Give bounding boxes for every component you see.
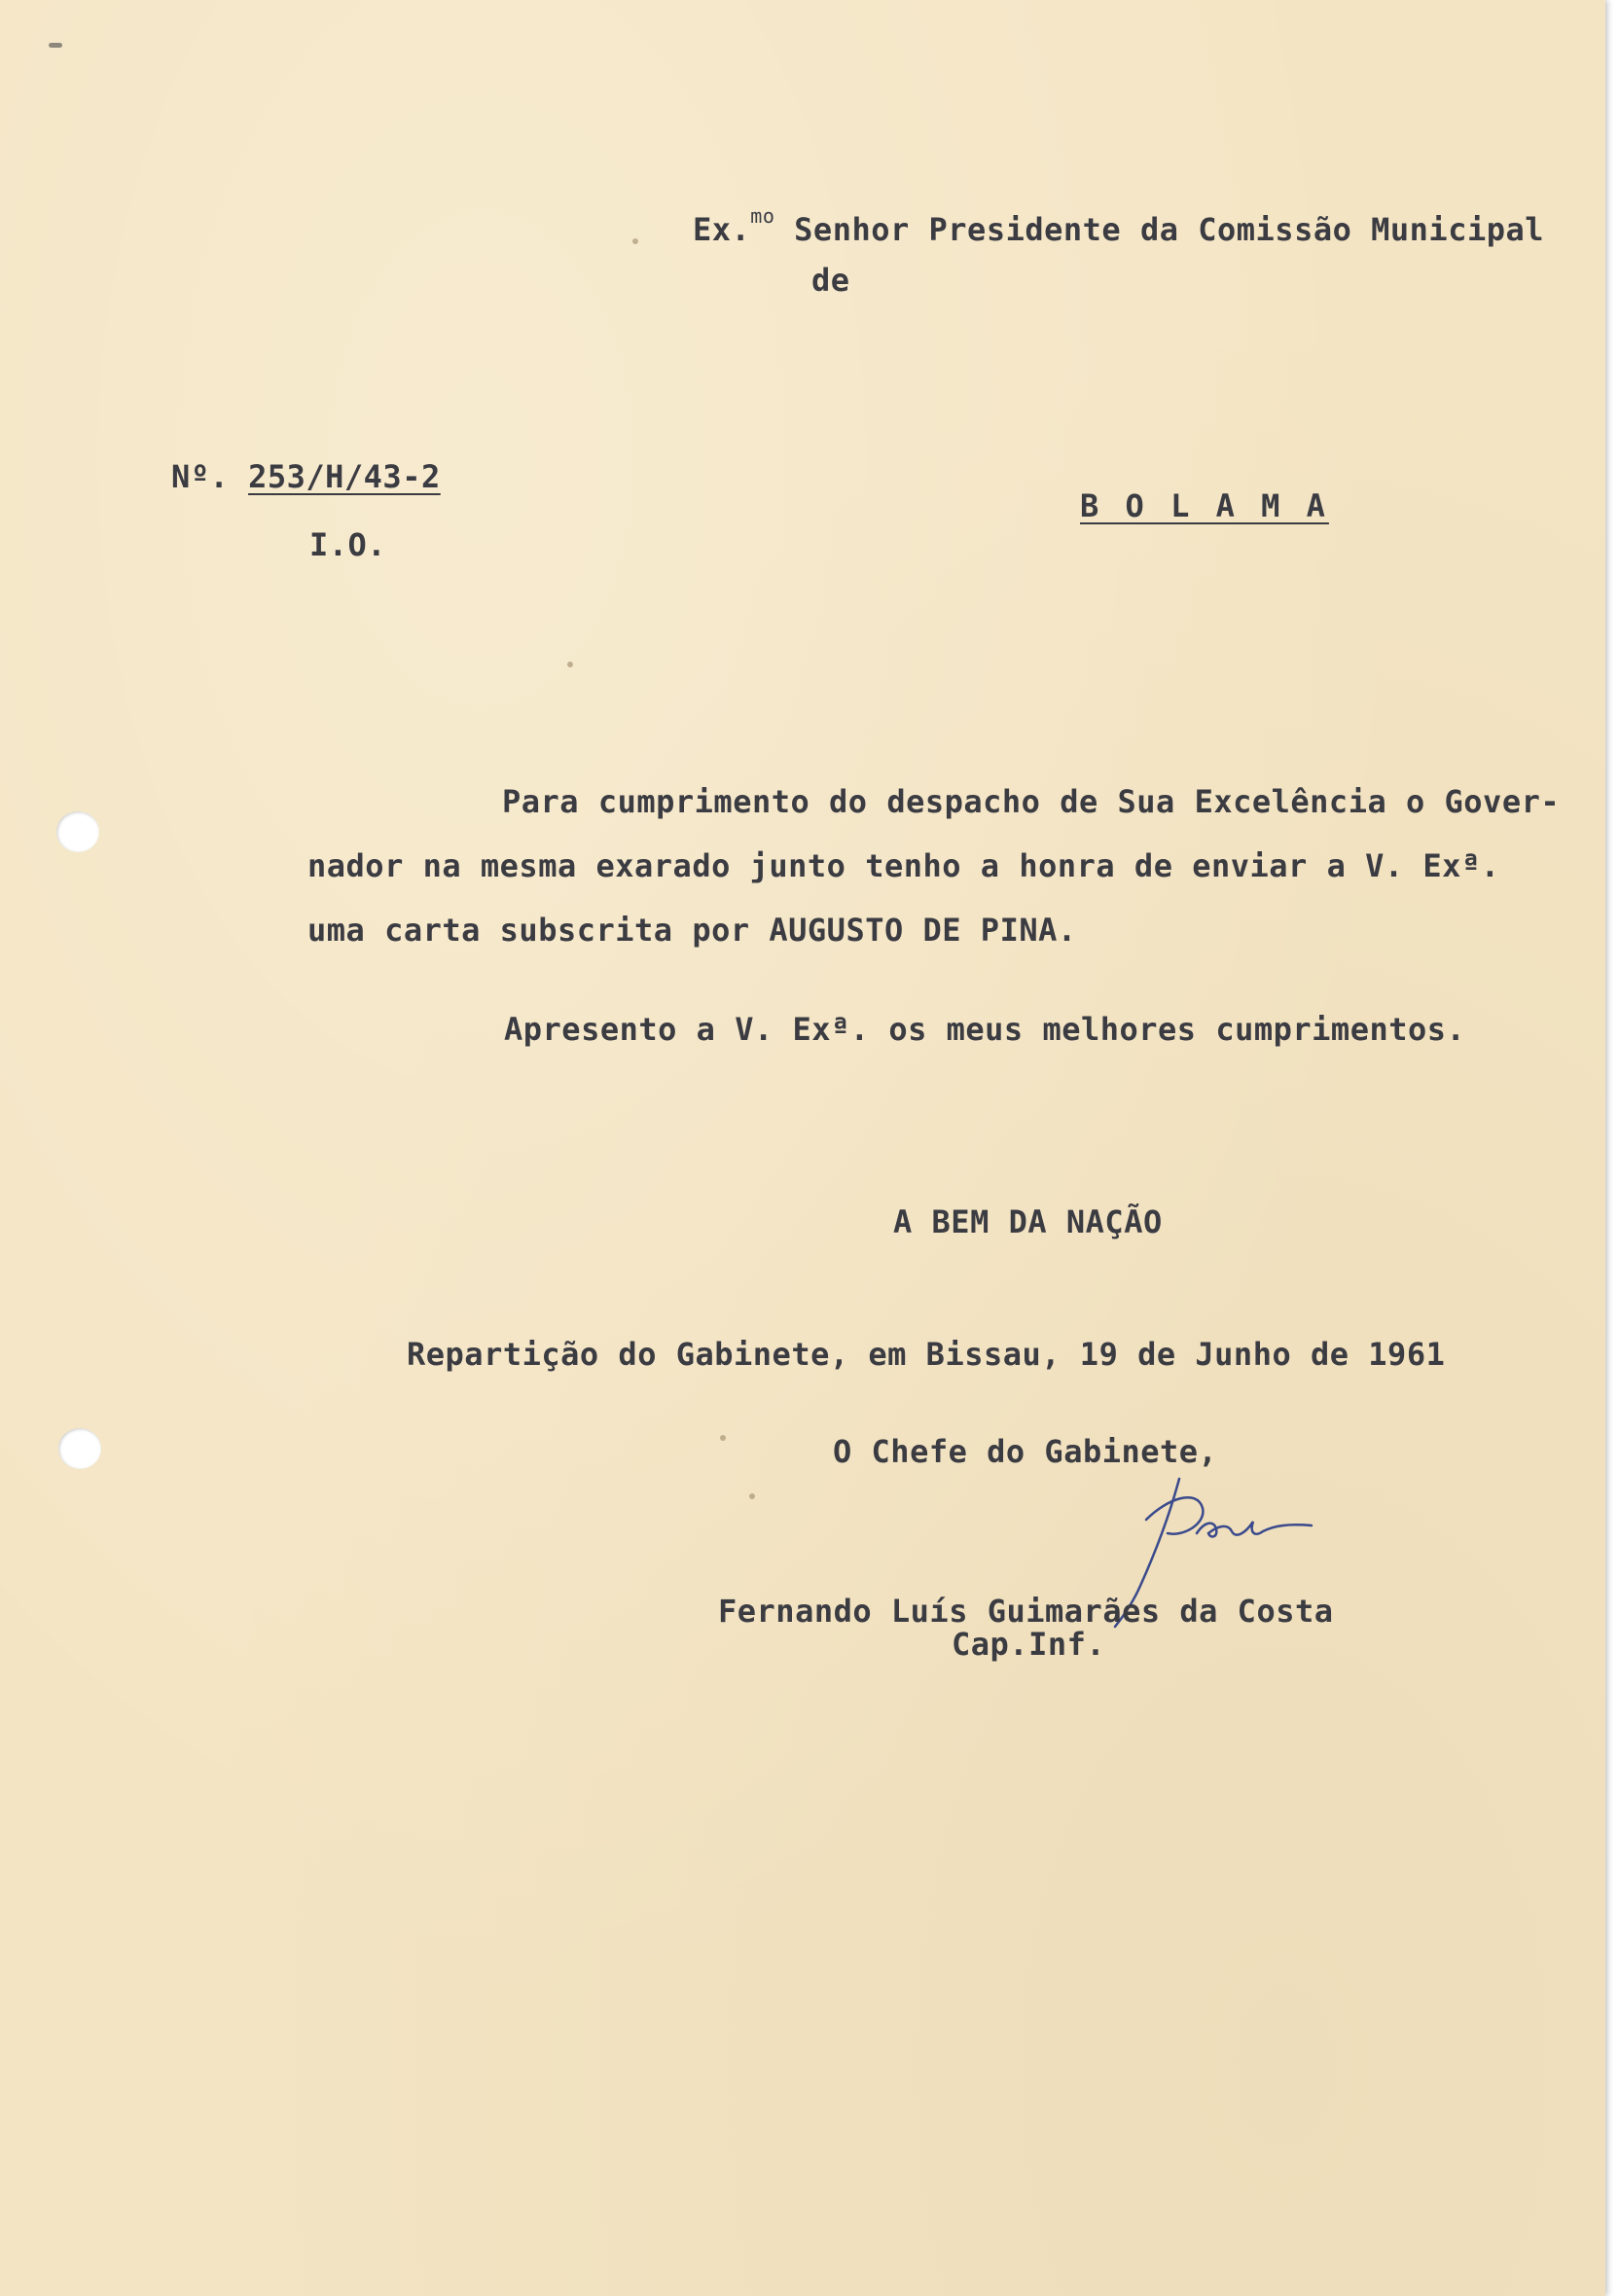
paper-speck bbox=[632, 238, 638, 244]
signatory-name: Fernando Luís Guimarães da Costa bbox=[718, 1593, 1334, 1630]
paper-speck bbox=[49, 43, 62, 48]
addressee-line-2: de bbox=[811, 262, 850, 299]
punch-hole-top bbox=[56, 811, 99, 852]
place-and-date: Repartição do Gabinete, em Bissau, 19 de Junho de 1961 bbox=[407, 1336, 1446, 1373]
body-line-2: nador na mesma exarado junto tenho a honra de enviar a V. Exª. bbox=[307, 847, 1500, 884]
body-paragraph-2: Apresento a V. Exª. os meus melhores cumprimentos. bbox=[504, 1011, 1466, 1048]
addressee-title: Senhor Presidente da Comissão Municipal bbox=[794, 211, 1545, 248]
body-line-1: Para cumprimento do despacho de Sua Excelência o Gover- bbox=[502, 783, 1561, 820]
closing-motto: A BEM DA NAÇÃO bbox=[893, 1203, 1163, 1240]
addressee-prefix-superscript: mo bbox=[750, 204, 775, 228]
reference-number: 253/H/43-2 bbox=[248, 458, 441, 495]
reference-number-line bbox=[171, 457, 441, 496]
signatory-rank: Cap.Inf. bbox=[952, 1626, 1106, 1663]
reference-label: Nº. bbox=[171, 458, 230, 495]
paper-speck bbox=[720, 1435, 726, 1441]
body-line-3: uma carta subscrita por AUGUSTO DE PINA. bbox=[307, 912, 1077, 949]
reference-code: I.O. bbox=[309, 526, 387, 563]
addressee-line-1 bbox=[693, 197, 1544, 249]
signatory-role: O Chefe do Gabinete, bbox=[833, 1433, 1218, 1470]
addressee-prefix: Ex. bbox=[693, 211, 751, 248]
paper-speck bbox=[567, 662, 573, 667]
destination-place: B O L A M A bbox=[1080, 487, 1329, 524]
paper-speck bbox=[749, 1493, 755, 1499]
punch-hole-bottom bbox=[58, 1428, 101, 1469]
